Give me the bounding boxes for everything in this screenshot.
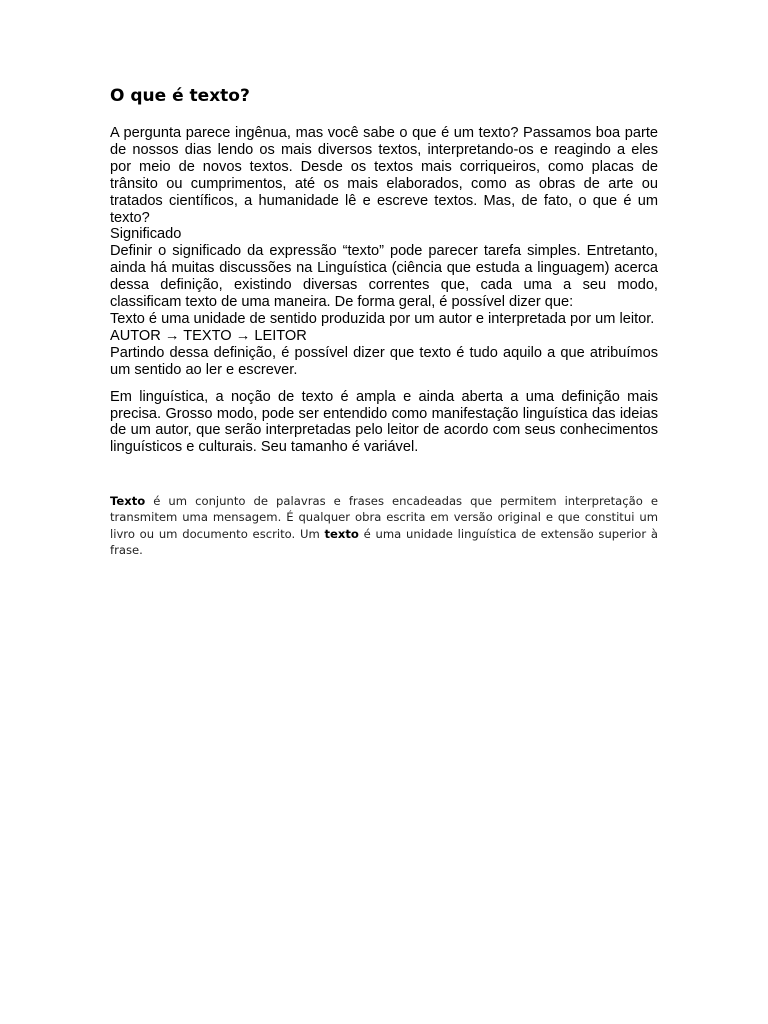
linguistics-paragraph: Em linguística, a noção de texto é ampla e ainda aberta a uma definição mais precisa. Grosso modo, pode ser entendido como manifestação linguística das ideias de um autor, que serão interpretadas pelo leitor de acordo com seus conhecimentos linguísticos e culturais. Seu tamanho é variável.: [110, 388, 658, 456]
section-heading-significado: Significado: [110, 226, 182, 243]
intro-paragraph: A pergunta parece ingênua, mas você sabe o que é um texto? Passamos boa parte de nossos dias lendo os mais diversos textos, interpretando-os e reagindo a eles por meio de novos textos. Desde os textos mais corriqueiros, como placas de trânsito ou cumprimentos, até os mais elaborados, como as obras de arte ou tratados científicos, a humanidade lê e escreve textos. Mas, de fato, o que é um texto?: [110, 125, 658, 226]
author-text-reader-flow: AUTOR → TEXTO → LEITOR: [110, 327, 307, 344]
document-page: [110, 85, 658, 570]
definition-paragraph: Definir o significado da expressão “texto” pode parecer tarefa simples. Entretanto, ainda há muitas discussões na Linguística (ciência que estuda a linguagem) acerca dessa definição, existindo diversas correntes que, cada uma a seu modo, classificam texto de uma maneira. De forma geral, é possível dizer que:: [110, 243, 658, 311]
term-texto-bold-2: texto: [324, 526, 359, 541]
page-title: O que é texto?: [110, 86, 250, 106]
definition-text-part1: é um conjunto de palavras e frases encadeadas que permitem interpretação e transmitem uma mensagem. É qualquer obra escrita em versão original e que constitui um livro ou um documento escrito. Um: [110, 494, 658, 541]
text-definition-statement: Texto é uma unidade de sentido produzida por um autor e interpretada por um leitor.: [110, 310, 655, 327]
definition-text-part2: é uma unidade linguística de extensão superior à frase.: [110, 526, 658, 557]
conclusion-paragraph: Partindo dessa definição, é possível dizer que texto é tudo aquilo a que atribuímos um sentido ao ler e escrever.: [110, 344, 658, 378]
term-texto-bold: Texto: [110, 494, 146, 509]
dictionary-definition: [110, 493, 658, 558]
